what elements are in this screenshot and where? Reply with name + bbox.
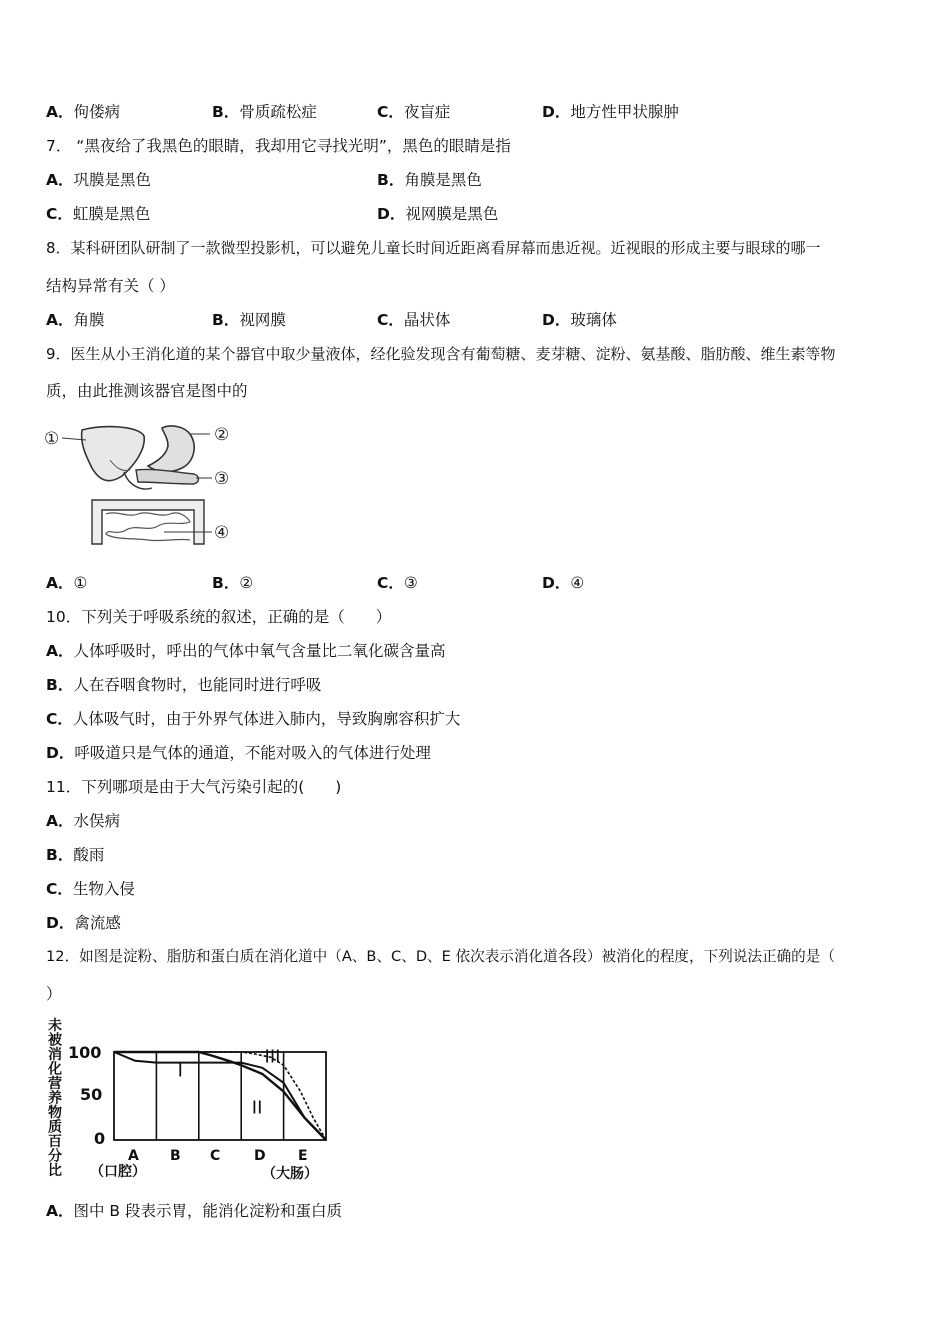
q9-option-d [542,573,584,593]
q10-option-c [46,709,460,729]
figure-label-3: ③ [214,469,230,489]
q8-option-d [542,310,617,330]
option-text: 地方性甲状腺肿 [570,103,679,121]
q6-option-a [46,102,120,122]
option-label: B． [212,311,240,329]
option-label: C． [46,710,73,728]
option-text: 人在吞咽食物时，也能同时进行呼吸 [73,676,322,694]
option-text: 夜盲症 [403,103,451,121]
option-label: D． [542,311,571,329]
chart-xtick-a: A [128,1148,139,1164]
option-text: ① [73,574,88,592]
option-text: 角膜 [73,311,105,329]
q10-option-a [46,641,446,661]
chart-series-I-line [114,1052,326,1140]
option-text: 视网膜 [239,311,286,329]
option-text: 玻璃体 [570,311,617,329]
q9-option-b [212,573,253,593]
q8-stem-line2: 结构异常有关（ ） [46,277,175,295]
option-text: 虹膜是黑色 [72,205,151,223]
chart-y-label-char: 被 [48,1032,62,1049]
option-text: 呼吸道只是气体的通道，不能对吸入的气体进行处理 [74,744,431,762]
chart-series-III-label: III [264,1046,281,1068]
digestion-chart [46,1016,356,1186]
q12-stem-line1: 12．如图是淀粉、脂肪和蛋白质在消化道中（A、B、C、D、E 依次表示消化道各段）被消化的程度，下列说法正确的是（ [46,948,835,965]
q6-option-d [542,102,679,122]
chart-series-III-line [114,1052,326,1140]
q9-stem-line1: 9．医生从小王消化道的某个器官中取少量液体，经化验发现含有葡萄糖、麦芽糖、淀粉、氨基酸、脂肪酸、维生素等物 [46,345,836,363]
liver-shape [82,427,145,481]
option-label: B． [46,846,74,864]
q9-option-a [46,573,87,593]
q11-option-b [46,845,104,865]
option-label: B． [377,171,405,189]
q7-option-d [377,204,498,224]
option-label: B． [212,103,240,121]
option-label: C． [46,205,73,223]
option-text: 水俣病 [73,812,121,830]
q11-option-a [46,811,120,831]
chart-note-a: （口腔） [90,1164,146,1180]
option-label: D． [46,914,75,932]
q7-option-b [377,170,482,190]
figure-label-4: ④ [214,523,230,543]
q9-stem-line2: 质，由此推测该器官是图中的 [46,382,248,400]
q7-stem: 7． “黑夜给了我黑色的眼睛，我却用它寻找光明”，黑色的眼睛是指 [46,137,511,155]
option-label: A． [46,311,74,329]
option-text: 骨质疏松症 [239,103,317,121]
chart-series-II-line [114,1052,326,1140]
option-text: 人体吸气时，由于外界气体进入肺内，导致胸廓容积扩大 [72,710,461,728]
chart-plot-area [114,1047,326,1140]
option-text: 角膜是黑色 [404,171,482,189]
figure-label-2: ② [214,425,230,445]
chart-y-label-char: 未 [48,1018,62,1034]
chart-y-label-char: 分 [48,1148,62,1165]
option-label: A． [46,812,74,830]
q11-option-c [46,879,135,899]
option-text: 图中 B 段表示胃，能消化淀粉和蛋白质 [73,1202,342,1220]
option-label: D． [542,574,571,592]
option-text: 晶状体 [403,311,451,329]
option-text: 视网膜是黑色 [405,205,499,223]
option-label: C． [377,311,404,329]
chart-frame [114,1052,326,1140]
chart-y-label-char: 养 [48,1090,62,1107]
chart-ytick-50: 50 [80,1085,103,1104]
q6-option-c [377,102,450,122]
chart-xtick-b: B [170,1148,181,1164]
option-text: 巩膜是黑色 [73,171,152,189]
option-label: D． [542,103,571,121]
chart-y-label-char: 比 [48,1163,62,1179]
chart-xtick-c: C [210,1148,221,1164]
q6-option-b [212,102,317,122]
chart-y-label-char: 营 [48,1076,62,1092]
small-intestine-shape [106,513,190,541]
q8-option-a [46,310,105,330]
chart-y-label-char: 化 [48,1061,62,1078]
option-label: C． [46,880,73,898]
q8-option-b [212,310,286,330]
option-label: A． [46,103,74,121]
chart-xtick-e: E [298,1148,308,1164]
option-label: D． [377,205,406,223]
chart-y-label [47,1017,63,1179]
chart-y-label-char: 百 [48,1134,62,1150]
option-label: D． [46,744,75,762]
digestive-system-figure [44,422,244,552]
chart-y-label-char: 质 [48,1119,62,1136]
q8-stem-line1: 8．某科研团队研制了一款微型投影机，可以避免儿童长时间近距离看屏幕而患近视。近视眼的形成主要与眼球的哪一 [46,239,821,257]
q11-stem: 11．下列哪项是由于大气污染引起的( ) [46,778,342,796]
option-text: 酸雨 [73,846,105,864]
q10-stem: 10．下列关于呼吸系统的叙述，正确的是（ ） [46,608,392,626]
chart-y-label-char: 消 [48,1047,62,1063]
option-text: 禽流感 [74,914,121,932]
pancreas-shape [136,469,199,484]
option-text: ③ [403,574,418,592]
figure-label-1: ① [44,429,60,449]
option-label: C． [377,574,404,592]
option-label: C． [377,103,404,121]
q7-option-a [46,170,151,190]
option-label: A． [46,574,74,592]
chart-y-label-char: 物 [48,1105,62,1121]
chart-ytick-0: 0 [94,1129,106,1148]
q7-option-c [46,204,150,224]
option-label: B． [212,574,240,592]
chart-note-e: （大肠） [262,1166,318,1182]
q11-option-d [46,913,121,933]
q10-option-d [46,743,431,763]
stomach-shape [148,426,194,472]
q12-stem-line2: ） [46,985,62,1003]
q12-option-a [46,1201,342,1221]
option-text: 佝偻病 [73,103,121,121]
chart-ytick-100: 100 [68,1043,102,1062]
q8-option-c [377,310,450,330]
option-label: A． [46,1202,74,1220]
large-intestine-shape [92,500,204,544]
chart-series-II-label: II [251,1097,263,1119]
q9-option-c [377,573,418,593]
option-text: 生物入侵 [72,880,135,898]
q10-option-b [46,675,321,695]
option-text: 人体呼吸时，呼出的气体中氧气含量比二氧化碳含量高 [73,642,446,660]
chart-xtick-d: D [254,1148,266,1164]
option-label: A． [46,171,74,189]
chart-series-I-label: I [177,1060,183,1082]
option-text: ④ [570,574,585,592]
option-label: A． [46,642,74,660]
option-label: B． [46,676,74,694]
option-text: ② [239,574,254,592]
